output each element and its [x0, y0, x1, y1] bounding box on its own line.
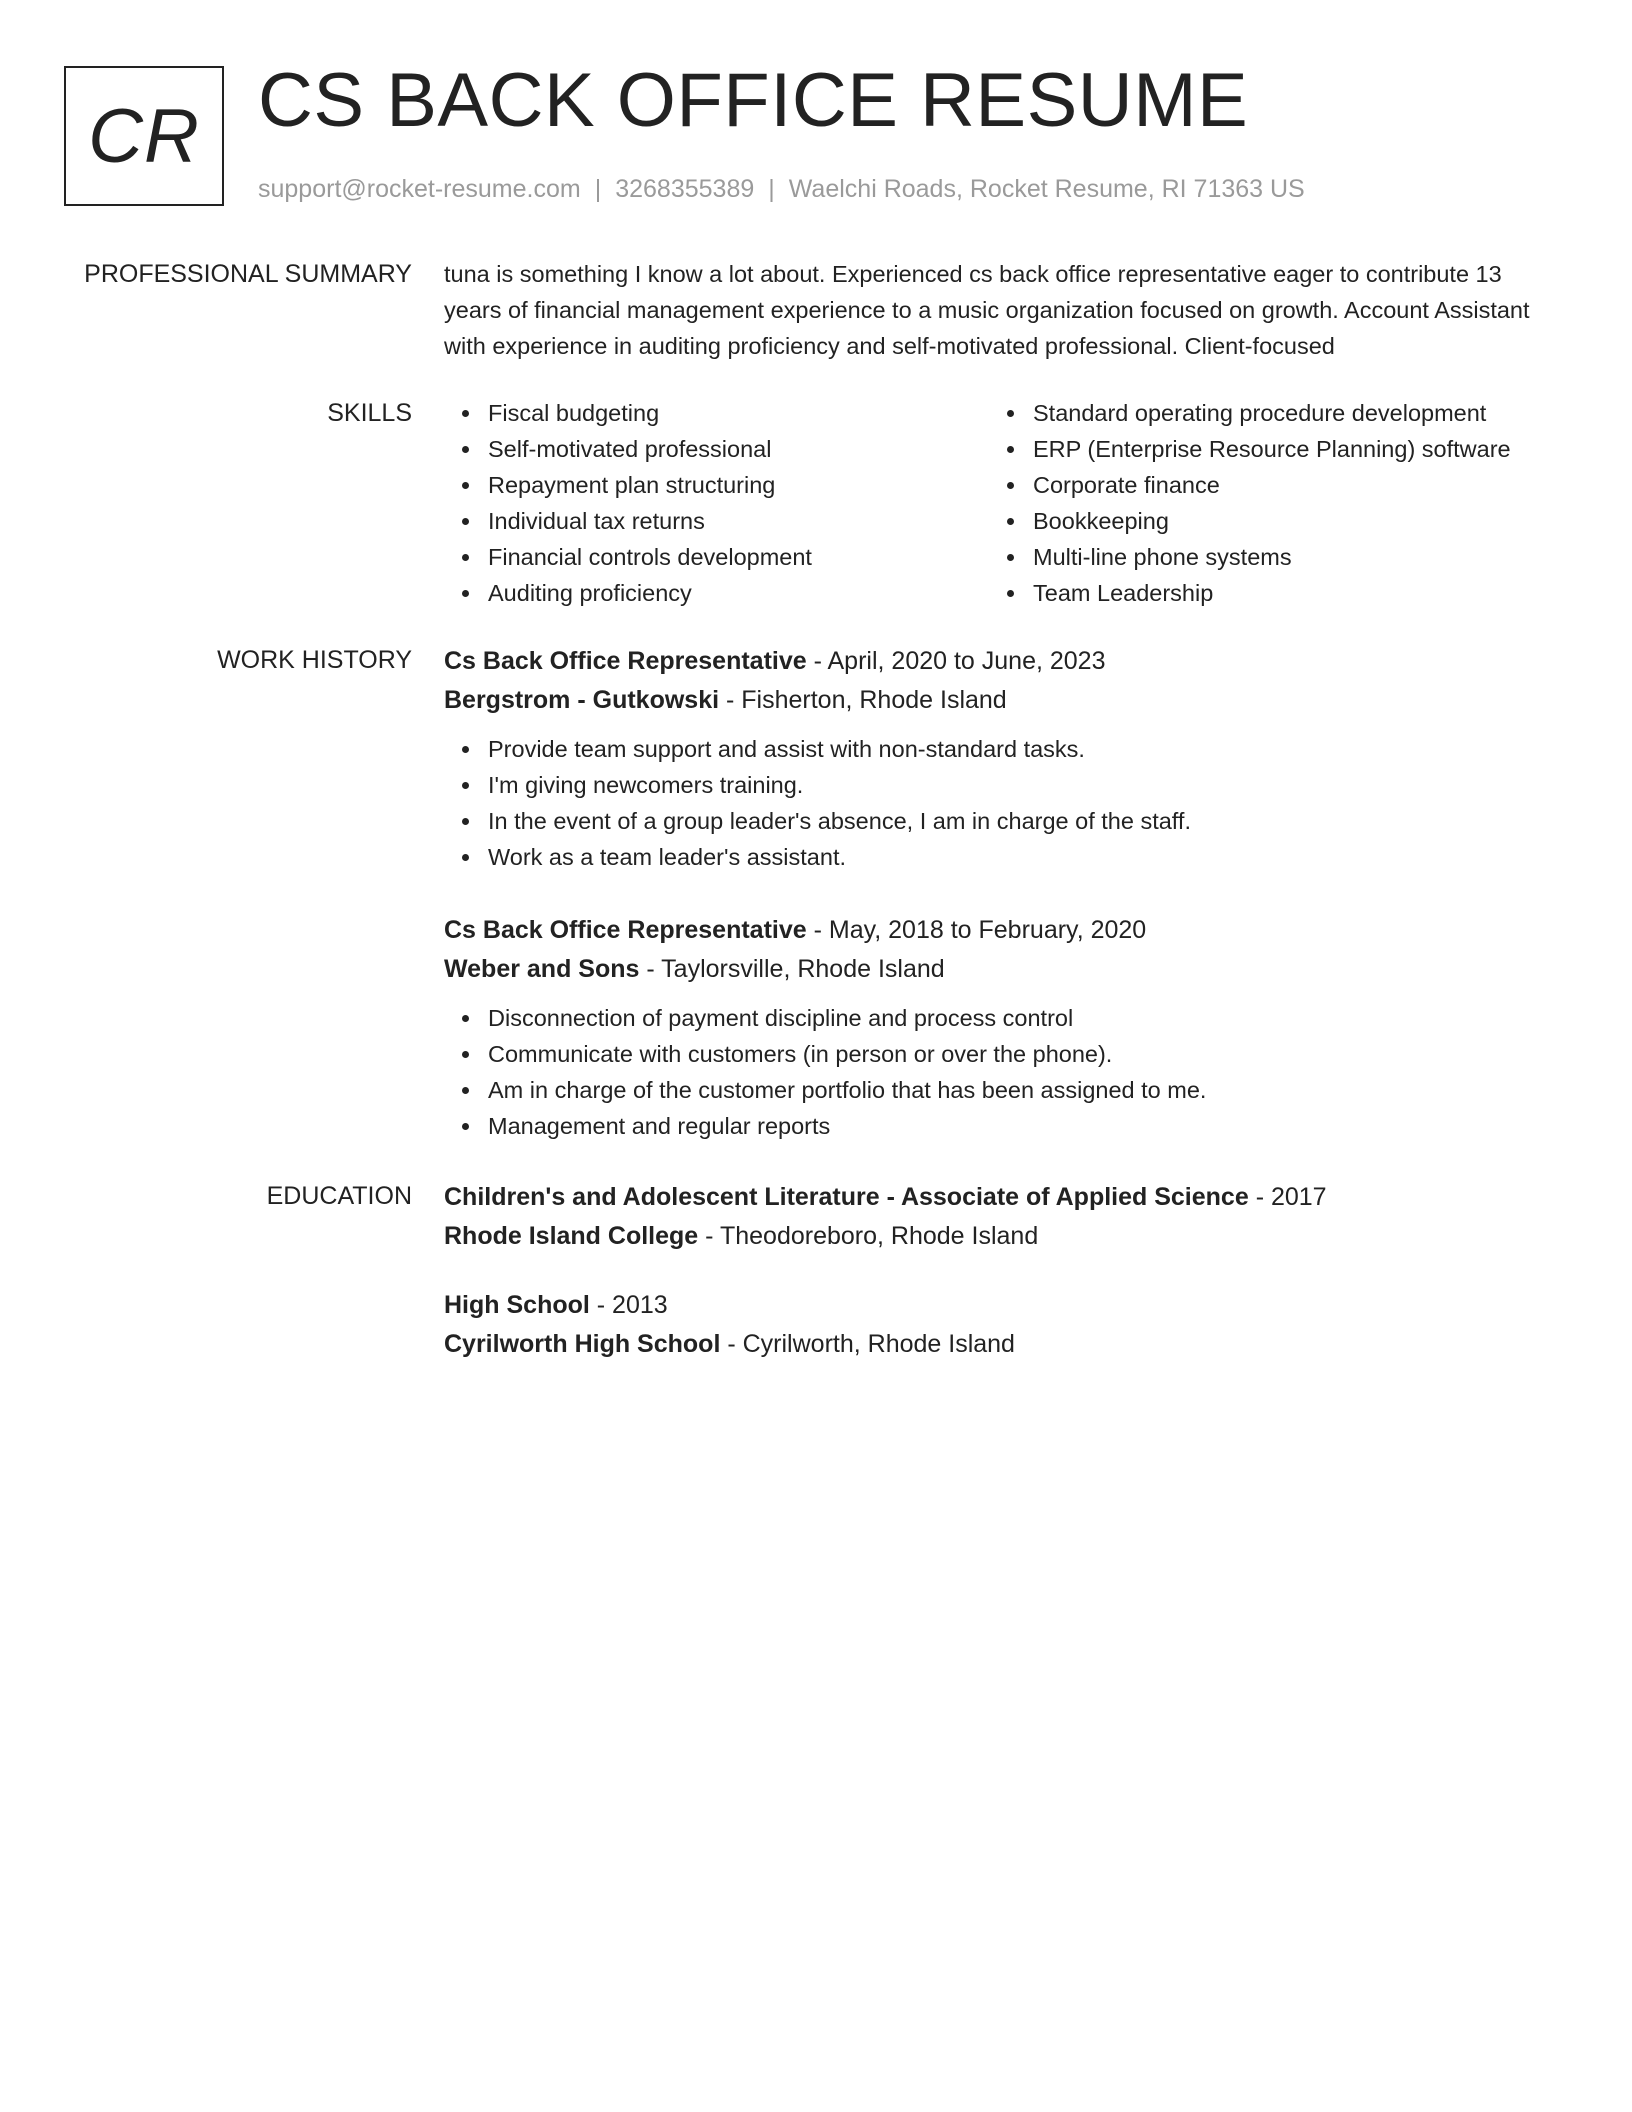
- job-title: Cs Back Office Representative: [444, 647, 807, 675]
- job-company-line: [444, 681, 1534, 720]
- job-duties-list: [444, 1000, 1534, 1144]
- job-location: - Taylorsville, Rhode Island: [639, 955, 945, 983]
- job-duties-list: [444, 731, 1534, 875]
- skill-item: Self-motivated professional: [444, 431, 989, 467]
- skill-item: ERP (Enterprise Resource Planning) software: [989, 431, 1534, 467]
- education-degree: Children's and Adolescent Literature - Associate of Applied Science: [444, 1183, 1249, 1211]
- section-label-summary: PROFESSIONAL SUMMARY: [84, 260, 412, 288]
- skills-list-right: [989, 395, 1534, 611]
- skill-item: Multi-line phone systems: [989, 539, 1534, 575]
- summary-body: [444, 256, 1534, 364]
- job-dates: - April, 2020 to June, 2023: [806, 647, 1106, 675]
- contact-separator: |: [768, 175, 775, 203]
- job-duty-item: Am in charge of the customer portfolio that has been assigned to me.: [444, 1072, 1534, 1108]
- job-company: Weber and Sons: [444, 955, 640, 983]
- skills-columns: [444, 395, 1534, 611]
- skill-item: Bookkeeping: [989, 503, 1534, 539]
- contact-line: [258, 172, 1305, 206]
- education-year: - 2017: [1248, 1183, 1327, 1211]
- page-title: CS BACK OFFICE RESUME: [258, 58, 1249, 143]
- education-year: - 2013: [589, 1291, 668, 1319]
- job-location: - Fisherton, Rhode Island: [719, 686, 1007, 714]
- skills-body: [444, 395, 1534, 611]
- education-body: [444, 1178, 1534, 1364]
- contact-email[interactable]: support@rocket-resume.com: [258, 175, 581, 203]
- job-title-line: [444, 642, 1534, 681]
- skill-item: Corporate finance: [989, 467, 1534, 503]
- skill-item: Repayment plan structuring: [444, 467, 989, 503]
- job-title: Cs Back Office Representative: [444, 916, 807, 944]
- section-label-education: EDUCATION: [266, 1182, 412, 1210]
- education-entry: [444, 1178, 1534, 1256]
- job-duty-item: Provide team support and assist with non-standard tasks.: [444, 731, 1534, 767]
- skill-item: Fiscal budgeting: [444, 395, 989, 431]
- summary-text: tuna is something I know a lot about. Experienced cs back office representative eager to contribute 13 years of financial management experience to a music organization focused on growth. Account Assistant with experience in auditing proficiency and self-motivated professional. Client-focused: [444, 261, 1530, 359]
- section-label-work-history: WORK HISTORY: [217, 646, 412, 674]
- education-school-line: [444, 1325, 1534, 1364]
- work-history-body: [444, 642, 1534, 1144]
- education-school-line: [444, 1217, 1534, 1256]
- skill-item: Standard operating procedure development: [989, 395, 1534, 431]
- section-label-skills: SKILLS: [327, 399, 412, 427]
- contact-address: Waelchi Roads, Rocket Resume, RI 71363 US: [788, 175, 1305, 203]
- job-duty-item: I'm giving newcomers training.: [444, 767, 1534, 803]
- skill-item: Financial controls development: [444, 539, 989, 575]
- skills-list-left: [444, 395, 989, 611]
- education-entry: [444, 1286, 1534, 1364]
- education-school: Cyrilworth High School: [444, 1330, 721, 1358]
- education-degree-line: [444, 1286, 1534, 1325]
- job-entry: [444, 911, 1534, 1144]
- education-location: - Cyrilworth, Rhode Island: [720, 1330, 1015, 1358]
- contact-phone[interactable]: 3268355389: [615, 175, 755, 203]
- job-duty-item: Communicate with customers (in person or over the phone).: [444, 1036, 1534, 1072]
- education-degree-line: [444, 1178, 1534, 1217]
- education-school: Rhode Island College: [444, 1222, 699, 1250]
- job-duty-item: In the event of a group leader's absence, I am in charge of the staff.: [444, 803, 1534, 839]
- skill-item: Auditing proficiency: [444, 575, 989, 611]
- job-company: Bergstrom - Gutkowski: [444, 686, 720, 714]
- job-duty-item: Work as a team leader's assistant.: [444, 839, 1534, 875]
- skill-item: Team Leadership: [989, 575, 1534, 611]
- job-duty-item: Disconnection of payment discipline and process control: [444, 1000, 1534, 1036]
- job-entry: [444, 642, 1534, 875]
- job-duty-item: Management and regular reports: [444, 1108, 1534, 1144]
- monogram-logo: CR: [64, 66, 224, 206]
- job-company-line: [444, 950, 1534, 989]
- education-degree: High School: [444, 1291, 590, 1319]
- education-location: - Theodoreboro, Rhode Island: [698, 1222, 1039, 1250]
- job-dates: - May, 2018 to February, 2020: [806, 916, 1147, 944]
- skill-item: Individual tax returns: [444, 503, 989, 539]
- job-title-line: [444, 911, 1534, 950]
- contact-separator: |: [594, 175, 602, 203]
